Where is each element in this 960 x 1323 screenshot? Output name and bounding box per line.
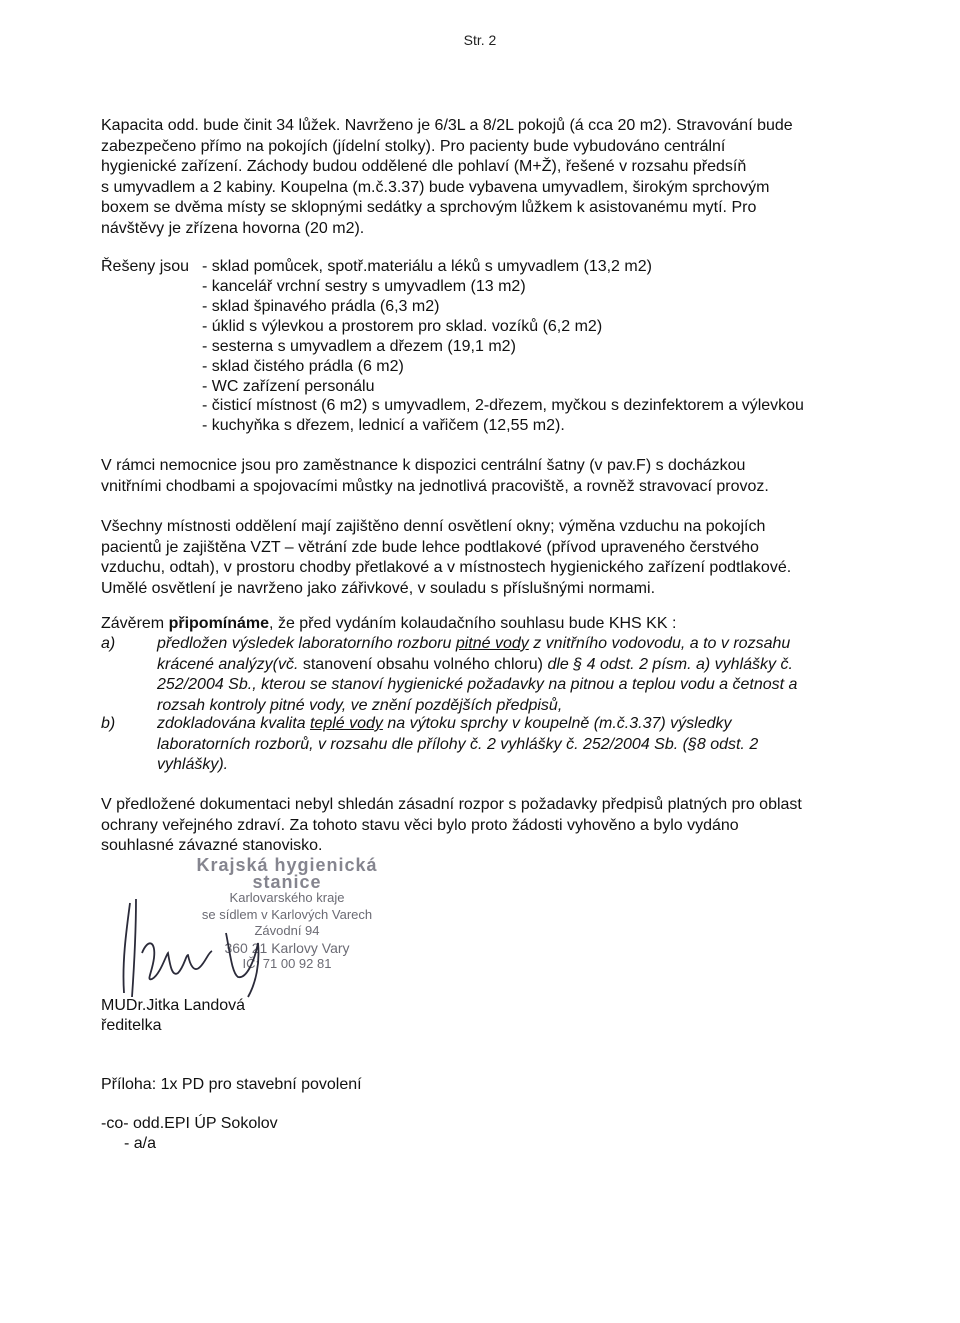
text-line: V rámci nemocnice jsou pro zaměstnance k dispozici centrální šatny (v pav.F) s docházkou <box>101 457 746 474</box>
conclusion-bold: připomínáme <box>168 615 270 632</box>
cc-line: - a/a <box>124 1135 157 1152</box>
text-line: hygienické zařízení. Záchody budou oddělené dle pohlaví (M+Ž), řešené v rozsahu předsíň <box>101 158 747 175</box>
list-item: - čisticí místnost (6 m2) s umyvadlem, 2-dřezem, myčkou s dezinfektorem a výlevkou <box>202 397 804 414</box>
text-line: návštěvy je zřízena hovorna (20 m2). <box>101 219 365 237</box>
text-line: V předložené dokumentaci nebyl shledán zásadní rozpor s požadavky předpisů platných pro oblast <box>101 796 802 813</box>
text-line: předložen výsledek laboratorního rozboru pitné vody z vnitřního vodovodu, a to v rozsahu <box>157 635 791 652</box>
text-line: krácené analýzy(vč. stanovení obsahu volného chloru) dle § 4 odst. 2 písm. a) vyhlášky č. <box>157 655 793 673</box>
locker-paragraph <box>101 456 863 497</box>
text-line: zabezpečeno přímo na pokojích (jídelní stolky). Pro pacienty bude vybudováno centrální <box>101 137 726 155</box>
underlined-term: teplé vody <box>309 715 383 732</box>
conclusion-pre: Závěrem <box>101 615 169 632</box>
text-line: Všechny místnosti oddělení mají zajištěno denní osvětlení okny; výměna vzduchu na pokojích <box>101 518 766 535</box>
list-item: - sklad špinavého prádla (6,3 m2) <box>202 298 440 315</box>
item-text <box>157 714 862 776</box>
text-line: s umyvadlem a 2 kabiny. Koupelna (m.č.3.37) bude vybavena umyvadlem, širokým sprchovým <box>101 178 770 196</box>
text-line: zdokladována kvalita teplé vody na výtoku sprchy v koupelně (m.č.3.37) výsledky <box>157 715 732 732</box>
list-item: - sklad čistého prádla (6 m2) <box>202 358 404 375</box>
text-line: vzduchu, odtah), v prostoru chodby přetlakové a v místnostech hygienického zařízení podtlakové. <box>101 559 792 576</box>
stamp-line: 360 21 Karlovy Vary <box>224 939 350 956</box>
list-item: - úklid s výlevkou a prostorem pro sklad. vozíků (6,2 m2) <box>202 318 603 335</box>
conclusion-line <box>101 614 676 635</box>
stamp-line: se sídlem v Karlových Varech <box>201 906 373 922</box>
conclusion-post: , že před vydáním kolaudačního souhlasu bude KHS KK : <box>269 615 677 632</box>
attachment-line: Příloha: 1x PD pro stavební povolení <box>101 1076 362 1093</box>
item-marker: a) <box>101 635 116 652</box>
text-line: pacientů je zajištěna VZT – větrání zde bude lehce podtlakové (přívod upraveného čerstvého <box>101 538 759 556</box>
capacity-paragraph <box>101 116 863 239</box>
text-line: laboratorních rozborů, v rozsahu dle přílohy č. 2 vyhlášky č. 252/2004 Sb. (§8 odst. 2 <box>157 735 759 753</box>
rooms-intro: Řešeny jsou <box>101 258 190 275</box>
text-line: boxem se dvěma místy se sklopnými sedátky a sprchovým lůžkem k asistovanému mytí. Pro <box>101 199 757 216</box>
stamp-line: Krajská hygienická stanice <box>196 855 378 892</box>
text-line: vnitřními chodbami a spojovacími můstky na jednotlivá pracoviště, a rovněž stravovací provoz. <box>101 477 769 495</box>
item-text <box>157 634 862 716</box>
stamp-line: Závodní 94 <box>254 923 320 938</box>
stamp-line: IČ: 71 00 92 81 <box>242 956 332 971</box>
list-item: - kuchyňka s dřezem, lednicí a vařičem (12,55 m2). <box>202 417 565 434</box>
text-line: rozsah kontroly pitné vody, ve znění pozdějších předpisů, <box>157 696 563 714</box>
text-line: souhlasné závazné stanovisko. <box>101 837 323 854</box>
signatory-role: ředitelka <box>101 1017 162 1034</box>
underlined-term: pitné vody <box>455 635 529 652</box>
page-number: Str. 2 <box>463 32 497 48</box>
list-item: - WC zařízení personálu <box>202 378 375 395</box>
text-line: ochrany veřejného zdraví. Za tohoto stavu věci bylo proto žádosti vyhověno a bylo vydáno <box>101 816 739 834</box>
cc-line: -co- odd.EPI ÚP Sokolov <box>101 1115 278 1132</box>
list-item: - sklad pomůcek, spotř.materiálu a léků s umyvadlem (13,2 m2) <box>202 258 652 275</box>
signatory-name: MUDr.Jitka Landová <box>101 997 246 1014</box>
lighting-paragraph <box>101 517 863 599</box>
text-line: Kapacita odd. bude činit 34 lůžek. Navrženo je 6/3L a 8/2L pokojů (á cca 20 m2). Stravování bude <box>101 117 793 134</box>
list-item: - kancelář vrchní sestry s umyvadlem (13 m2) <box>202 278 526 295</box>
text-line: Umělé osvětlení je navrženo jako zářivkové, v souladu s příslušnými normami. <box>101 579 656 597</box>
text-line: 252/2004 Sb., kterou se stanoví hygienické požadavky na pitnou a teplou vodu a četnost a <box>157 676 798 693</box>
list-item: - sesterna s umyvadlem a dřezem (19,1 m2) <box>202 338 516 355</box>
item-marker: b) <box>101 715 116 732</box>
stamp-line: Karlovarského kraje <box>229 890 345 905</box>
signature-icon <box>108 893 268 1003</box>
decision-paragraph <box>101 795 863 857</box>
text-line: vyhlášky). <box>157 756 229 773</box>
